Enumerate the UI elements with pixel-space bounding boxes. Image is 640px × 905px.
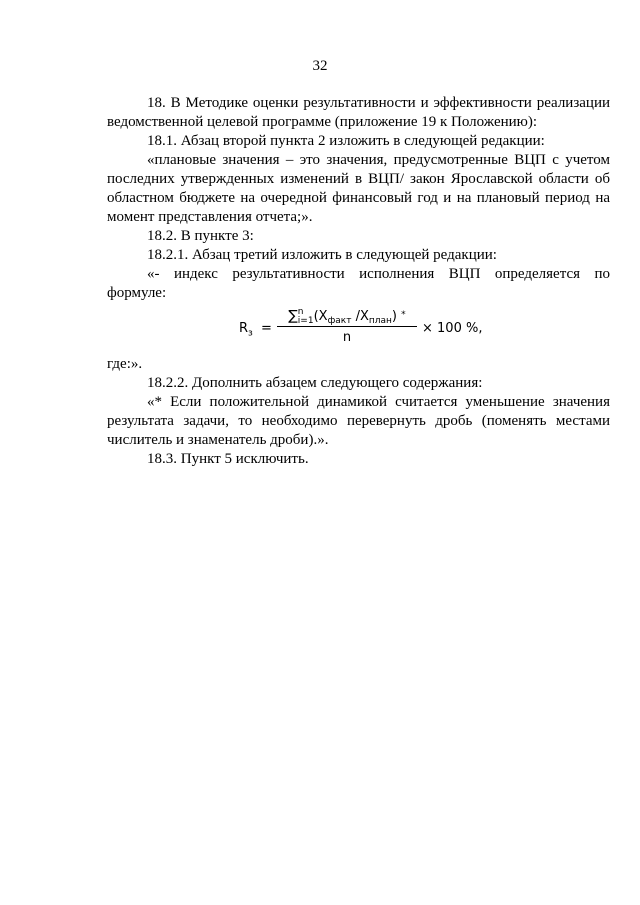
paragraph-18-2	[107, 227, 610, 246]
text-line: где:».	[107, 356, 143, 372]
text-line: 18.3. Пункт 5 исключить.	[147, 451, 309, 467]
formula-equals: =	[261, 321, 272, 336]
text-line: «- индекс результативности исполнения ВЦП определяется по	[147, 266, 610, 282]
text-line: 18.2.1. Абзац третий изложить в следующей редакции:	[147, 247, 497, 263]
formula-multiplier: × 100 %,	[422, 321, 483, 336]
paragraph-index-definition	[107, 265, 610, 303]
text-line: «* Если положительной динамикой считается уменьшение значения	[147, 394, 610, 410]
formula-fraction	[277, 305, 417, 347]
text-line: 18. В Методике оценки результативности и эффективности реализации	[147, 95, 610, 111]
text-line: 18.2.2. Дополнить абзацем следующего содержания:	[147, 375, 483, 391]
text-line: формуле:	[107, 285, 167, 301]
sum-symbol: ∑	[288, 308, 298, 324]
paragraph-planned-values	[107, 151, 610, 227]
paragraph-where	[107, 355, 610, 374]
text-line: момент представления отчета;».	[107, 209, 313, 225]
document-body	[107, 94, 610, 469]
page-number: 32	[312, 58, 328, 74]
text-line: числитель и знаменатель дроби).».	[107, 432, 329, 448]
text-line: последних утвержденных изменений в ВЦП/ закон Ярославской области об	[107, 171, 610, 187]
formula-numerator: ∑n $i=1(X_{факт}$ $/X_{план}$) *	[288, 306, 406, 326]
paragraph-18-2-1	[107, 246, 610, 265]
sum-limits: n i=1	[297, 306, 314, 326]
formula-denominator: n	[342, 330, 352, 345]
text-line: ведомственной целевой программе (приложение 19 к Положению):	[107, 114, 538, 130]
text-line: результата задачи, то необходимо перевернуть дробь (поменять местами	[107, 413, 610, 429]
text-line: 18.2. В пункте 3:	[147, 228, 254, 244]
text-line: «плановые значения – это значения, предусмотренные ВЦП с учетом	[147, 152, 610, 168]
formula-block	[107, 305, 610, 355]
text-line: областном бюджете на очередной финансовый год и на плановый период на	[107, 190, 610, 206]
fraction-bar	[277, 326, 417, 327]
paragraph-18-2-2	[107, 374, 610, 393]
paragraph-18-3	[107, 450, 610, 469]
paragraph-footnote-rule	[107, 393, 610, 450]
text-line: 18.1. Абзац второй пункта 2 изложить в следующей редакции:	[147, 133, 545, 149]
formula-lhs: $R_з$	[239, 321, 253, 339]
paragraph-18	[107, 94, 610, 132]
paragraph-18-1	[107, 132, 610, 151]
